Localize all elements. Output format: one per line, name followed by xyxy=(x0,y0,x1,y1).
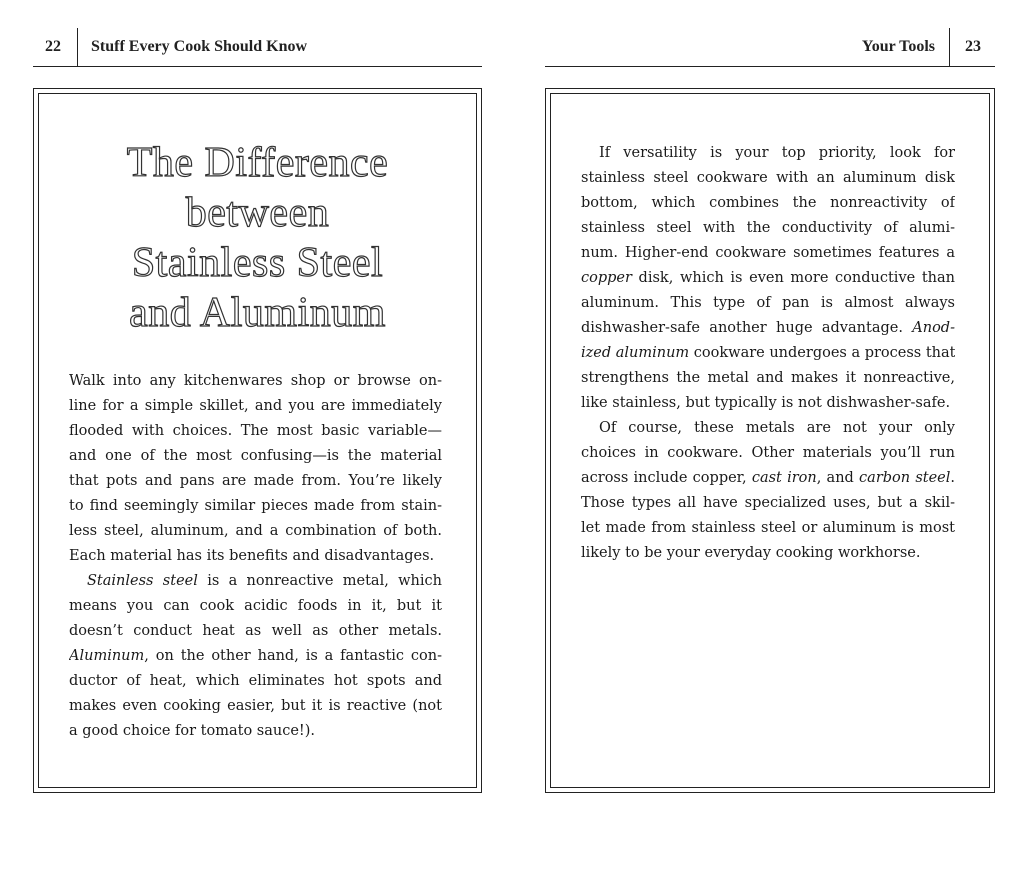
italic-term: cast iron xyxy=(751,470,817,486)
body-line: Each material has its benefits and disadvantages. xyxy=(69,548,435,564)
running-head-right: Your Tools xyxy=(861,38,935,55)
body-line: means you can cook acidic foods in it, but it xyxy=(69,598,442,614)
body-line: aluminum. This type of pan is almost always xyxy=(581,295,955,311)
body-line: less steel, aluminum, and a combination of both. xyxy=(69,523,442,539)
body-line: num. Higher-end cookware sometimes features a xyxy=(581,245,955,261)
body-text-left xyxy=(69,369,442,744)
body-line: ized aluminum cookware undergoes a process that xyxy=(581,345,955,361)
body-line: dishwasher-safe another huge advantage. Anod- xyxy=(581,320,955,336)
body-line: across include copper, cast iron, and carbon steel. xyxy=(581,470,955,486)
header-divider-right xyxy=(949,28,950,66)
body-line: bottom, which combines the nonreactivity of xyxy=(581,195,955,211)
italic-term: Anod- xyxy=(912,320,955,336)
italic-term: carbon steel xyxy=(859,470,951,486)
italic-term: Aluminum xyxy=(69,648,145,664)
body-line: stainless steel with the conductivity of alumi- xyxy=(581,220,955,236)
body-line: to find seemingly similar pieces made from stain- xyxy=(69,498,442,514)
text-box-right xyxy=(545,88,995,793)
body-line: likely to be your everyday cooking workhorse. xyxy=(581,545,921,561)
body-line: Aluminum, on the other hand, is a fantastic con- xyxy=(69,648,442,664)
body-line: ductor of heat, which eliminates hot spots and xyxy=(69,673,442,689)
title-line: Stainless Steel xyxy=(131,240,384,286)
title-line: and Aluminum xyxy=(129,290,386,336)
body-line: Those types all have specialized uses, but a skil- xyxy=(581,495,955,511)
body-line: stainless steel cookware with an aluminum disk xyxy=(581,170,955,186)
body-line: makes even cooking easier, but it is reactive (not xyxy=(69,698,442,714)
body-line: Of course, these metals are not your only xyxy=(599,420,955,436)
body-line: flooded with choices. The most basic variable— xyxy=(69,423,442,439)
body-line: a good choice for tomato sauce!). xyxy=(69,723,315,739)
article-title xyxy=(34,138,481,338)
body-line: that pots and pans are made from. You’re likely xyxy=(69,473,442,489)
body-line: line for a simple skillet, and you are immediately xyxy=(69,398,442,414)
body-line: Stainless steel is a nonreactive metal, which xyxy=(87,573,442,589)
body-line: Walk into any kitchenwares shop or browse on- xyxy=(69,373,442,389)
italic-term: ized aluminum xyxy=(581,345,690,361)
body-line: copper disk, which is even more conductive than xyxy=(581,270,955,286)
body-line: let made from stainless steel or aluminum is most xyxy=(581,520,955,536)
body-line: choices in cookware. Other materials you’ll run xyxy=(581,445,955,461)
title-line: The Difference xyxy=(126,140,389,186)
text-box-left xyxy=(33,88,482,793)
running-head-left: Stuff Every Cook Should Know xyxy=(91,38,308,55)
italic-term: copper xyxy=(581,270,632,286)
header-divider-left xyxy=(77,28,78,66)
body-text-right xyxy=(581,141,955,566)
body-line: If versatility is your top priority, look for xyxy=(599,145,955,161)
page-number-left: 22 xyxy=(45,38,61,55)
italic-term: Stainless steel xyxy=(87,573,198,589)
body-line: doesn’t conduct heat as well as other metals. xyxy=(69,623,442,639)
running-header-right xyxy=(545,28,995,67)
body-line: like stainless, but typically is not dishwasher-safe. xyxy=(581,395,951,411)
running-header-left xyxy=(33,28,482,67)
body-line: strengthens the metal and makes it nonreactive, xyxy=(581,370,955,386)
page-number-right: 23 xyxy=(965,38,981,55)
body-line: and one of the most confusing—is the material xyxy=(69,448,442,464)
title-line: between xyxy=(185,190,330,236)
